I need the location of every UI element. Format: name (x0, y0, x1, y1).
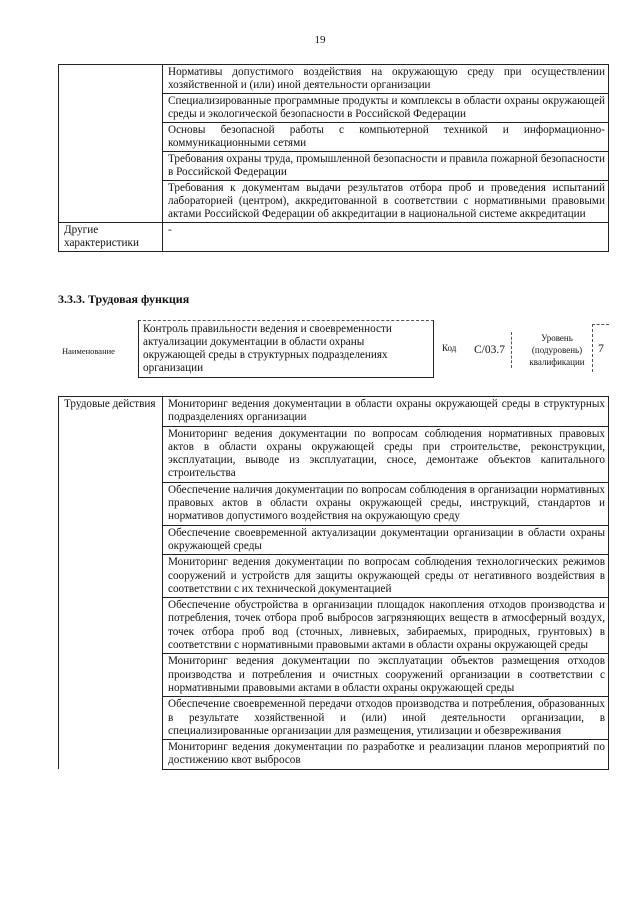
empty-label-cell (59, 555, 163, 598)
table-row (59, 397, 609, 427)
table-row (59, 697, 609, 740)
level-value: 7 (592, 324, 609, 372)
labor-actions-table (58, 396, 609, 770)
page-number: 19 (314, 34, 326, 46)
table-cell: Мониторинг ведения документации по разработке и реализации планов мероприятий по достижению квот выбросов (163, 740, 609, 770)
table-cell: Мониторинг ведения документации по эксплуатации объектов размещения отходов производства и потребления и очистных сооружений организации в соответствии с нормативными правовыми актами в области охраны окружающей среды (163, 654, 609, 697)
empty-label-cell (59, 65, 163, 223)
empty-label-cell (59, 426, 163, 482)
other-characteristics-label: Другие характеристики (59, 223, 163, 252)
code-label: Код (442, 343, 457, 353)
table-cell: Требования к документам выдачи результатов отбора проб и проведения испытаний лабораторией (центром), аккредитованной в соответствии с нормативными правовыми актами Российской Федерации об аккредитации в национальной системе аккредитации (163, 181, 609, 223)
knowledge-table (58, 64, 609, 252)
table-cell: Специализированные программные продукты и комплексы в области охраны окружающей среды и экологической безопасности в Российской Федерации (163, 94, 609, 123)
name-value: Контроль правильности ведения и своевременности актуализации документации в области охраны окружающей среды в структурных подразделениях организации (138, 320, 434, 378)
other-characteristics-value: - (163, 223, 609, 252)
table-cell: Требования охраны труда, промышленной безопасности и правила пожарной безопасности в Российской Федерации (163, 152, 609, 181)
table-cell: Нормативы допустимого воздействия на окружающую среду при осуществлении хозяйственной и (или) иной деятельности организации (163, 65, 609, 94)
table-cell: Обеспечение своевременной передачи отходов производства и потребления, образованных в результате хозяйственной и (или) иной деятельности организации, в специализированные организации для размещения, утилизации и обезвреживания (163, 697, 609, 740)
section-title: 3.3.3. Трудовая функция (58, 292, 190, 306)
table-row (59, 525, 609, 555)
table-cell: Обеспечение своевременной актуализации документации организации в области охраны окружающей среды (163, 525, 609, 555)
table-row (59, 598, 609, 654)
labor-actions-label: Трудовые действия (59, 397, 163, 427)
table-cell: Мониторинг ведения документации в области охраны окружающей среды в структурных подразделениях организации (163, 397, 609, 427)
table-row (59, 654, 609, 697)
empty-label-cell (59, 654, 163, 697)
table-row (59, 223, 609, 252)
empty-label-cell (59, 697, 163, 740)
empty-label-cell (59, 482, 163, 525)
table-cell: Мониторинг ведения документации по вопросам соблюдения нормативных правовых актов в области охраны окружающей среды при строительстве, реконструкции, эксплуатации, выводе из эксплуатации, сносе, демонтаже объектов капитального строительства (163, 426, 609, 482)
empty-label-cell (59, 598, 163, 654)
level-label: Уровень (подуровень) квалификации (529, 333, 585, 367)
name-label: Наименование (62, 346, 115, 356)
code-value: C/03.7 (468, 332, 512, 368)
function-header (58, 318, 609, 382)
table-row (59, 65, 609, 94)
table-row (59, 740, 609, 770)
table-cell: Мониторинг ведения документации по вопросам соблюдения технологических режимов сооружений и устройств для защиты окружающей среды от негативного воздействия в соответствии с их технической документацией (163, 555, 609, 598)
empty-label-cell (59, 740, 163, 770)
empty-label-cell (59, 525, 163, 555)
table-cell: Обеспечение обустройства в организации площадок накопления отходов производства и потребления, точек отбора проб выбросов загрязняющих веществ в атмосферный воздух, точек отбора проб вод (сточных, ливневых, забираемых, природных, грунтовых) в соответствии с нормативными правовыми актами в области охраны окружающей среды (163, 598, 609, 654)
table-cell: Основы безопасной работы с компьютерной техникой и информационно-коммуникационными сетями (163, 123, 609, 152)
table-row (59, 555, 609, 598)
table-cell: Обеспечение наличия документации по вопросам соблюдения в организации нормативных правовых актов в области охраны окружающей среды, инструкций, стандартов и нормативов допустимого воздействия на окружающую среду (163, 482, 609, 525)
table-row (59, 426, 609, 482)
table-row (59, 482, 609, 525)
